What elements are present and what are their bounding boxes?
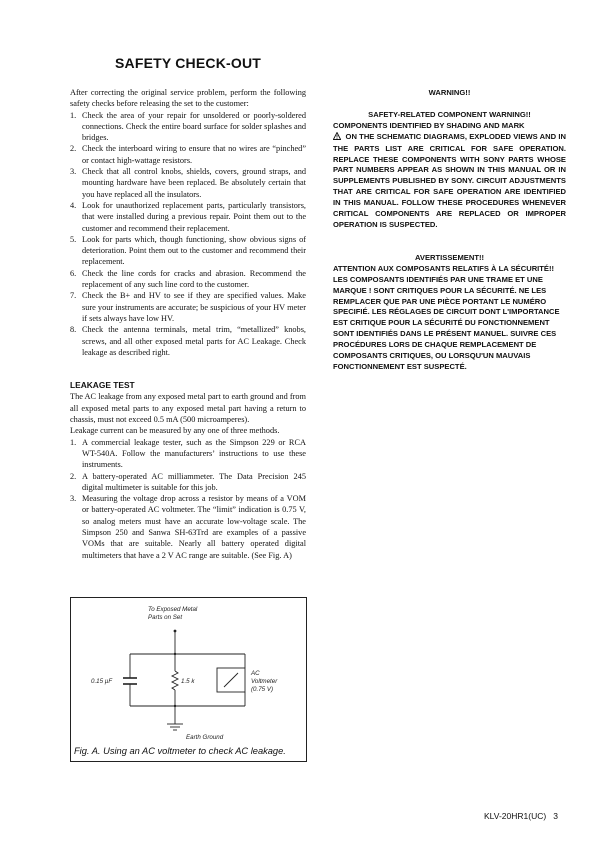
leakage-methods-intro: Leakage current can be measured by any one of three methods.: [70, 426, 280, 436]
list-item: [70, 143, 306, 166]
list-item-text: Measuring the voltage drop across a resistor by means of a VOM or battery-operated AC voltmeter. The “limit” indication is 0.75 V, so analog meters must have an accurate low-voltage scale. The Simpson 250 and Sanwa SH-63Trd are examples of a passive VOMs that are suitable. Nearly all battery operated digital multimeters that have a 2 V AC range are suitable. (See Fig. A): [82, 494, 306, 560]
list-item-number: 2.: [70, 471, 77, 481]
list-item-number: 4.: [70, 200, 77, 210]
avertissement-heading: AVERTISSEMENT!!: [414, 252, 485, 262]
list-item: [70, 200, 306, 234]
capacitor-label: 0.15 µF: [91, 678, 113, 685]
list-item-number: 1.: [70, 110, 77, 120]
right-column: [333, 88, 566, 373]
list-item: [70, 471, 306, 494]
intro-paragraph: After correcting the original service problem, perform the following safety checks before releasing the set to the customer:: [70, 88, 306, 109]
warning-body: ON THE SCHEMATIC DIAGRAMS, EXPLODED VIEWS AND IN THE PARTS LIST ARE CRITICAL FOR SAFE OPERATION. REPLACE THESE COMPONENTS WITH SONY PARTS WHOSE PART NUMBERS APPEAR AS SHOWN IN THIS MANUAL OR IN SUPPLEMENTS PUBLISHED BY SONY. CIRCUIT ADJUSTMENTS THAT ARE CRITICAL FOR SAFE OPERATION ARE IDENTIFIED IN THIS MANUAL. FOLLOW THESE PROCEDURES WHENEVER CRITICAL COMPONENTS ARE REPLACED OR IMPROPER OPERATION IS SUSPECTED.: [333, 131, 566, 229]
resistor-label: 1.5 k: [181, 678, 195, 685]
page-footer: [484, 811, 558, 821]
top-terminal-label: To Exposed Metal Parts on Set: [148, 606, 198, 621]
ground-label: Earth Ground: [186, 734, 224, 741]
left-column: [70, 87, 306, 561]
list-item-text: Check that all control knobs, shields, covers, ground straps, and mounting hardware have been replaced. Be absolutely certain that you have replaced all the insulators.: [82, 167, 306, 199]
list-item-number: 5.: [70, 234, 77, 244]
list-item: [70, 493, 306, 561]
list-item: [70, 437, 306, 471]
avertissement-body: LES COMPOSANTS IDENTIFIÉS PAR UNE TRAME ET UNE MARQUE ! SONT CRITIQUES POUR LA SÉCURITÉ. NE LES REMPLACER QUE PAR UNE PIÈCE PORTANT LE NUMÉRO SPECIFIÉ. LES RÉGLAGES DE CIRCUIT DONT L'IMPORTANCE EST CRITIQUE POUR LA SÉCURITÉ DU FONCTIONNEMENT SONT IDENTIFIÉS DANS LE PRÉSENT MANUEL. SUIVRE CES PROCÉDURES LORS DE CHAQUE REMPLACEMENT DE COMPOSANTS CRITIQUES, OU LORSQU'UN MAUVAIS FONCTIONNEMENT EST SUSPECTÉ.: [333, 274, 560, 371]
figure-a: [70, 597, 307, 762]
list-item-number: 8.: [70, 325, 77, 335]
safety-check-list: [70, 110, 306, 359]
leakage-test-heading: LEAKAGE TEST: [70, 380, 135, 391]
list-item: [70, 268, 306, 291]
list-item: [70, 110, 306, 144]
list-item-text: Check the area of your repair for unsoldered or poorly-soldered connections. Check the entire board surface for solder splashes and bridges.: [82, 110, 306, 143]
avertissement-subheading: ATTENTION AUX COMPOSANTS RELATIFS À LA SÉCURITÉ!!: [333, 263, 555, 273]
list-item-text: A commercial leakage tester, such as the Simpson 229 or RCA WT-540A. Follow the manufacturers’ instructions to use these instruments.: [82, 437, 306, 470]
list-item-text: Check the B+ and HV to see if they are specified values. Make sure your instruments are accurate; be suspicious of your HV meter if sets always have low HV.: [82, 291, 306, 323]
list-item-number: 2.: [70, 144, 77, 154]
list-item-number: 3.: [70, 167, 77, 177]
list-item-number: 6.: [70, 268, 77, 278]
list-item-text: Check the line cords for cracks and abrasion. Recommend the replacement of any such line cord to the customer.: [82, 268, 306, 290]
page-number: 3: [553, 811, 559, 821]
voltmeter-label: AC Voltmeter (0.75 V): [251, 670, 278, 693]
list-item-number: 1.: [70, 437, 77, 447]
warning-heading: WARNING!!: [428, 88, 471, 97]
leakage-method-list: [70, 437, 306, 561]
leakage-paragraph: The AC leakage from any exposed metal part to earth ground and from all exposed metal parts to any exposed metal part having a return to chassis, must not exceed 0.5 mA (500 microamperes).: [70, 392, 306, 425]
list-item: [70, 324, 306, 358]
list-item: [70, 234, 306, 268]
list-item-text: Look for unauthorized replacement parts, particularly transistors, that were installed during a previous repair. Point them out to the customer and recommend their replacement.: [82, 200, 306, 233]
figure-caption: Fig. A. Using an AC voltmeter to check AC leakage.: [74, 746, 286, 756]
warning-subheading: SAFETY-RELATED COMPONENT WARNING!!: [368, 109, 531, 119]
warning-triangle-icon: [333, 132, 341, 144]
list-item-text: Check the antenna terminals, metal trim, “metallized” knobs, screws, and all other exposed metal parts for AC Leakage. Check leakage as described right.: [82, 325, 306, 357]
list-item: [70, 290, 306, 324]
list-item: [70, 166, 306, 200]
warning-line1: COMPONENTS IDENTIFIED BY SHADING AND MARK: [333, 120, 525, 130]
page-title: SAFETY CHECK-OUT: [114, 55, 262, 71]
list-item-text: Look for parts which, though functioning, show obvious signs of deterioration. Point them out to the customer and recommend their replacement.: [82, 234, 306, 267]
list-item-text: A battery-operated AC milliammeter. The Data Precision 245 digital multimeter is suitable for this job.: [82, 471, 306, 492]
list-item-number: 3.: [70, 494, 77, 504]
model-number: KLV-20HR1(UC): [484, 811, 547, 821]
list-item-text: Check the interboard wiring to ensure that no wires are “pinched” or contact high-wattage resistors.: [82, 144, 306, 165]
list-item-number: 7.: [70, 291, 77, 301]
